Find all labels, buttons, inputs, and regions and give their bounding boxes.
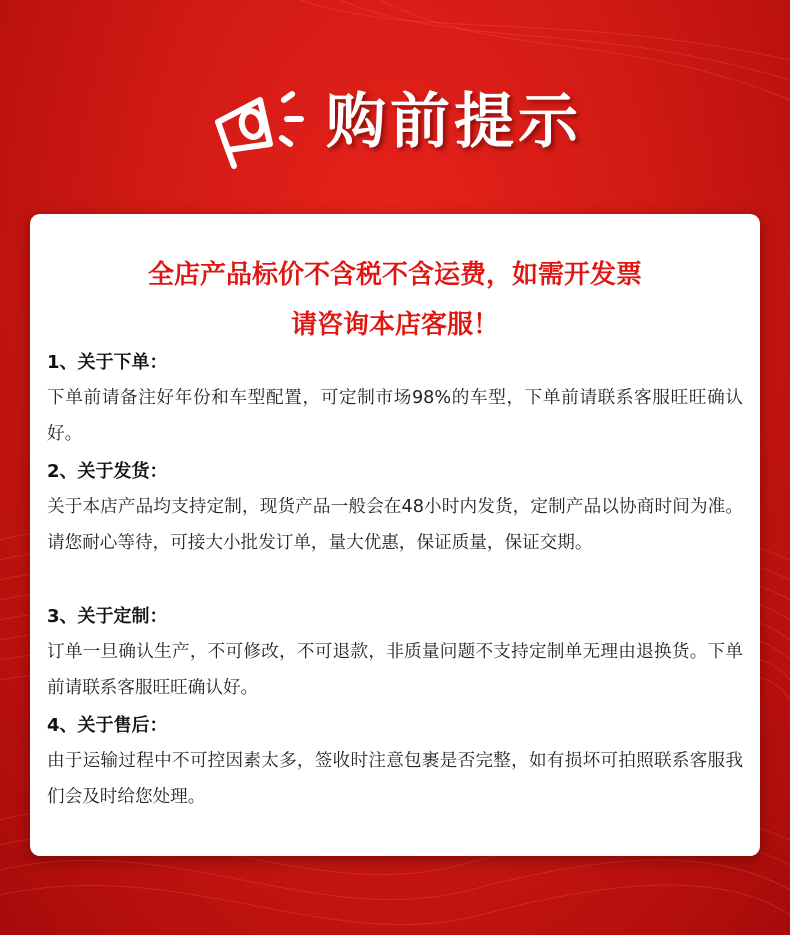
notice-headline-line2: 请咨询本店客服！: [290, 310, 499, 340]
page-title: 购前提示: [326, 87, 582, 157]
megaphone-icon: [204, 80, 314, 170]
section-body-custom: 订单一旦确认生产，不可修改，不可退款，非质量问题不支持定制单无理由退换货。下单前请联系客服旺旺确认好。: [47, 642, 743, 698]
section-body-shipping: 关于本店产品均支持定制，现货产品一般会在48小时内发货，定制产品以协商时间为准。请您耐心等待，可接大小批发订单，量大优惠，保证质量，保证交期。: [47, 497, 743, 553]
notice-card: [30, 214, 760, 856]
section-body-aftersales: 由于运输过程中不可控因素太多，签收时注意包裹是否完整，如有损坏可拍照联系客服我们会及时给您处理。: [47, 751, 743, 807]
section-body-order: 下单前请备注好年份和车型配置，可定制市场98%的车型，下单前请联系客服旺旺确认好。: [47, 388, 743, 444]
section-title-shipping: 2、关于发货：: [47, 461, 168, 482]
section-title-order: 1、关于下单：: [47, 352, 168, 373]
section-title-aftersales: 4、关于售后：: [47, 715, 168, 736]
page-header: [0, 70, 790, 180]
notice-headline-line1: 全店产品标价不含税不含运费，如需开发票: [147, 260, 642, 290]
section-title-custom: 3、关于定制：: [47, 606, 168, 627]
